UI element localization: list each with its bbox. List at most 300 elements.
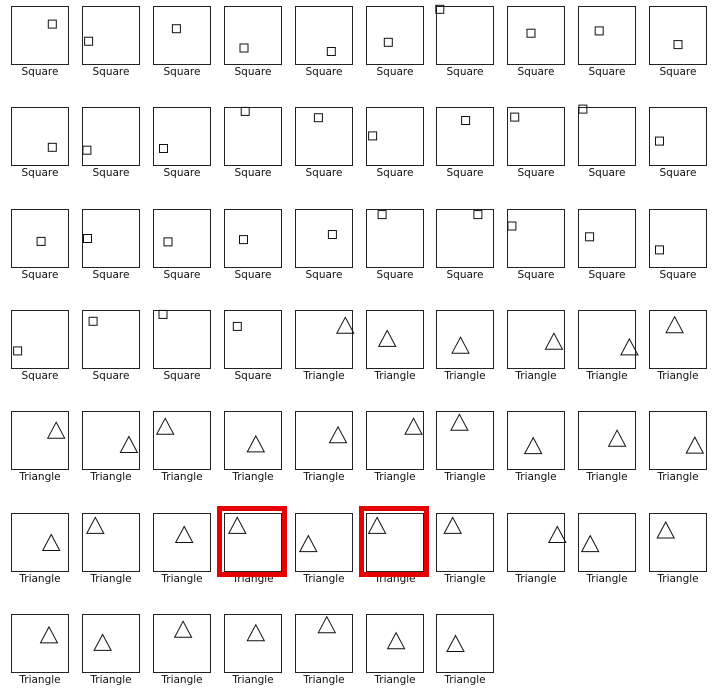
- shape-thumbnail[interactable]: [366, 411, 424, 483]
- shape-thumbnail[interactable]: [82, 310, 140, 382]
- thumbnail-frame: [153, 513, 211, 572]
- thumbnail-frame: [295, 411, 353, 470]
- thumbnail-label: Triangle: [232, 573, 274, 585]
- thumbnail-label: Square: [588, 167, 626, 179]
- square-mark: [84, 235, 92, 243]
- thumbnail-frame: [436, 411, 494, 470]
- thumbnail-frame: [436, 513, 494, 572]
- thumbnail-frame: [366, 513, 424, 572]
- square-mark: [240, 44, 248, 52]
- thumbnail-label: Triangle: [303, 471, 345, 483]
- triangle-mark: [621, 339, 638, 355]
- thumbnail-label: Square: [446, 167, 484, 179]
- square-mark: [159, 310, 167, 318]
- thumbnail-frame: [578, 513, 636, 572]
- thumbnail-frame: [153, 411, 211, 470]
- triangle-figure: [296, 514, 352, 571]
- thumbnail-frame: [295, 513, 353, 572]
- square-mark: [327, 48, 335, 56]
- shape-thumbnail[interactable]: [578, 209, 636, 281]
- shape-thumbnail[interactable]: [224, 614, 282, 686]
- thumbnail-frame: [507, 411, 565, 470]
- triangle-mark: [545, 333, 562, 349]
- thumbnail-frame: [11, 411, 69, 470]
- thumbnail-frame: [578, 107, 636, 166]
- thumbnail-frame: [366, 209, 424, 268]
- thumbnail-label: Triangle: [374, 471, 416, 483]
- shape-thumbnail[interactable]: [436, 6, 494, 78]
- triangle-figure: [437, 311, 493, 368]
- shape-thumbnail[interactable]: [507, 6, 565, 78]
- thumbnail-frame: [649, 513, 707, 572]
- thumbnail-frame: [436, 310, 494, 369]
- shape-thumbnail[interactable]: [11, 513, 69, 585]
- triangle-figure: [225, 615, 281, 672]
- thumbnail-label: Square: [659, 167, 697, 179]
- thumbnail-frame: [366, 614, 424, 673]
- shape-thumbnail[interactable]: [649, 310, 707, 382]
- thumbnail-frame: [578, 209, 636, 268]
- square-figure: [225, 7, 281, 64]
- triangle-mark: [444, 517, 461, 533]
- square-figure: [12, 7, 68, 64]
- thumbnail-frame: [295, 107, 353, 166]
- square-mark: [240, 236, 248, 244]
- thumbnail-frame: [153, 107, 211, 166]
- shape-thumbnail[interactable]: [295, 513, 353, 585]
- thumbnail-frame: [366, 107, 424, 166]
- square-mark: [508, 222, 516, 230]
- thumbnail-frame: [578, 6, 636, 65]
- thumbnail-frame: [82, 513, 140, 572]
- thumbnail-frame: [11, 310, 69, 369]
- triangle-mark: [582, 536, 599, 552]
- thumbnail-frame: [295, 310, 353, 369]
- triangle-figure: [437, 514, 493, 571]
- shape-thumbnail[interactable]: [649, 209, 707, 281]
- thumbnail-label: Square: [92, 167, 130, 179]
- thumbnail-frame: [11, 513, 69, 572]
- triangle-mark: [176, 527, 193, 543]
- square-figure: [579, 7, 635, 64]
- triangle-mark: [447, 636, 464, 652]
- triangle-mark: [247, 625, 264, 641]
- thumbnail-label: Triangle: [19, 573, 61, 585]
- shape-thumbnail[interactable]: [224, 209, 282, 281]
- triangle-figure: [650, 514, 706, 571]
- thumbnail-frame: [649, 310, 707, 369]
- thumbnail-frame: [507, 6, 565, 65]
- shape-thumbnail[interactable]: [11, 209, 69, 281]
- shape-thumbnail[interactable]: [436, 411, 494, 483]
- thumbnail-label: Square: [376, 269, 414, 281]
- thumbnail-frame: [295, 6, 353, 65]
- shape-thumbnail[interactable]: [153, 310, 211, 382]
- square-mark: [172, 25, 180, 33]
- shape-thumbnail[interactable]: [82, 411, 140, 483]
- thumbnail-label: Square: [517, 66, 555, 78]
- square-figure: [437, 108, 493, 165]
- shape-thumbnail[interactable]: [224, 107, 282, 179]
- thumbnail-label: Triangle: [444, 370, 486, 382]
- thumbnail-label: Square: [234, 167, 272, 179]
- thumbnail-label: Square: [21, 370, 59, 382]
- thumbnail-label: Triangle: [586, 471, 628, 483]
- thumbnail-frame: [11, 209, 69, 268]
- square-mark: [48, 20, 56, 28]
- triangle-figure: [437, 615, 493, 672]
- thumbnail-label: Square: [376, 66, 414, 78]
- thumbnail-label: Square: [21, 269, 59, 281]
- thumbnail-label: Square: [517, 269, 555, 281]
- square-figure: [12, 210, 68, 267]
- thumbnail-label: Square: [92, 66, 130, 78]
- shape-thumbnail[interactable]: [11, 411, 69, 483]
- shape-thumbnail[interactable]: [649, 513, 707, 585]
- thumbnail-label: Square: [305, 66, 343, 78]
- thumbnail-label: Square: [163, 370, 201, 382]
- square-figure: [83, 7, 139, 64]
- square-figure: [12, 108, 68, 165]
- thumbnail-label: Triangle: [19, 674, 61, 686]
- shape-thumbnail[interactable]: [295, 107, 353, 179]
- thumbnail-label: Triangle: [161, 573, 203, 585]
- thumbnail-label: Triangle: [19, 471, 61, 483]
- thumbnail-frame: [578, 411, 636, 470]
- thumbnail-label: Square: [234, 370, 272, 382]
- triangle-figure: [508, 311, 564, 368]
- thumbnail-label: Triangle: [161, 674, 203, 686]
- thumbnail-label: Triangle: [90, 471, 132, 483]
- shape-thumbnail[interactable]: [295, 6, 353, 78]
- shape-thumbnail[interactable]: [578, 411, 636, 483]
- shape-thumbnail[interactable]: [366, 6, 424, 78]
- thumbnail-frame: [436, 614, 494, 673]
- triangle-figure: [12, 615, 68, 672]
- square-figure: [83, 311, 139, 368]
- thumbnail-frame: [507, 310, 565, 369]
- triangle-figure: [579, 412, 635, 469]
- triangle-figure: [83, 514, 139, 571]
- square-mark: [595, 27, 603, 35]
- thumbnail-label: Square: [588, 66, 626, 78]
- thumbnail-label: Triangle: [515, 471, 557, 483]
- square-mark: [328, 231, 336, 239]
- square-figure: [225, 311, 281, 368]
- square-mark: [241, 107, 249, 115]
- thumbnail-frame: [366, 6, 424, 65]
- triangle-figure: [154, 615, 210, 672]
- thumbnail-frame: [578, 310, 636, 369]
- thumbnail-label: Square: [21, 66, 59, 78]
- square-figure: [650, 210, 706, 267]
- square-mark: [579, 105, 587, 113]
- triangle-figure: [650, 412, 706, 469]
- thumbnail-label: Square: [163, 167, 201, 179]
- triangle-mark: [330, 427, 347, 443]
- shape-thumbnail[interactable]: [507, 107, 565, 179]
- triangle-mark: [41, 627, 58, 643]
- triangle-mark: [43, 535, 60, 551]
- triangle-mark: [452, 337, 469, 353]
- triangle-figure: [579, 514, 635, 571]
- shape-thumbnail[interactable]: [82, 209, 140, 281]
- triangle-figure: [154, 412, 210, 469]
- shape-thumbnail[interactable]: [366, 614, 424, 686]
- triangle-mark: [369, 517, 386, 533]
- triangle-mark: [300, 536, 317, 552]
- square-figure: [579, 108, 635, 165]
- triangle-mark: [157, 418, 174, 434]
- triangle-mark: [247, 436, 264, 452]
- square-figure: [296, 210, 352, 267]
- thumbnail-label: Square: [163, 269, 201, 281]
- shape-thumbnail[interactable]: [153, 614, 211, 686]
- shape-thumbnail[interactable]: [436, 614, 494, 686]
- square-figure: [83, 210, 139, 267]
- shape-thumbnail[interactable]: [82, 107, 140, 179]
- thumbnail-frame: [82, 107, 140, 166]
- square-mark: [83, 146, 91, 154]
- square-figure: [296, 7, 352, 64]
- triangle-figure: [296, 412, 352, 469]
- shape-thumbnail[interactable]: [507, 411, 565, 483]
- thumbnail-frame: [507, 107, 565, 166]
- thumbnail-frame: [436, 107, 494, 166]
- thumbnail-frame: [224, 310, 282, 369]
- thumbnail-frame: [436, 6, 494, 65]
- thumbnail-label: Square: [234, 269, 272, 281]
- thumbnail-frame: [224, 411, 282, 470]
- shape-thumbnail[interactable]: [295, 209, 353, 281]
- thumbnail-frame: [366, 411, 424, 470]
- shape-thumbnail[interactable]: [436, 310, 494, 382]
- square-mark: [656, 246, 664, 254]
- thumbnail-frame: [436, 209, 494, 268]
- shape-thumbnail[interactable]: [224, 6, 282, 78]
- thumbnail-label: Triangle: [515, 370, 557, 382]
- thumbnail-frame: [11, 6, 69, 65]
- shape-thumbnail[interactable]: [11, 107, 69, 179]
- shape-thumbnail[interactable]: [82, 513, 140, 585]
- thumbnail-frame: [295, 614, 353, 673]
- square-mark: [314, 114, 322, 122]
- triangle-figure: [225, 412, 281, 469]
- triangle-figure: [508, 412, 564, 469]
- thumbnail-frame: [153, 310, 211, 369]
- thumbnail-frame: [649, 411, 707, 470]
- thumbnail-label: Square: [21, 167, 59, 179]
- shape-thumbnail[interactable]: [153, 209, 211, 281]
- thumbnail-frame: [366, 310, 424, 369]
- square-figure: [367, 108, 423, 165]
- shape-thumbnail[interactable]: [507, 513, 565, 585]
- shape-thumbnail[interactable]: [153, 107, 211, 179]
- thumbnail-frame: [649, 107, 707, 166]
- shape-thumbnail[interactable]: [366, 209, 424, 281]
- shape-thumbnail[interactable]: [224, 310, 282, 382]
- square-figure: [154, 108, 210, 165]
- thumbnail-label: Square: [446, 66, 484, 78]
- triangle-figure: [579, 311, 635, 368]
- triangle-mark: [48, 422, 65, 438]
- thumbnail-frame: [649, 209, 707, 268]
- thumbnail-label: Triangle: [232, 674, 274, 686]
- square-mark: [527, 29, 535, 37]
- square-figure: [154, 311, 210, 368]
- shape-thumbnail[interactable]: [153, 513, 211, 585]
- thumbnail-label: Triangle: [374, 573, 416, 585]
- thumbnail-label: Triangle: [586, 573, 628, 585]
- shape-thumbnail[interactable]: [366, 310, 424, 382]
- shape-thumbnail[interactable]: [11, 310, 69, 382]
- square-figure: [437, 7, 493, 64]
- triangle-mark: [451, 414, 468, 430]
- shape-thumbnail[interactable]: [11, 6, 69, 78]
- triangle-figure: [367, 412, 423, 469]
- shape-thumbnail[interactable]: [224, 411, 282, 483]
- triangle-mark: [87, 517, 104, 533]
- triangle-figure: [296, 311, 352, 368]
- thumbnail-label: Square: [92, 370, 130, 382]
- shape-thumbnail[interactable]: [436, 513, 494, 585]
- shape-thumbnail[interactable]: [82, 614, 140, 686]
- triangle-mark: [686, 437, 703, 453]
- square-mark: [89, 317, 97, 325]
- thumbnail-label: Square: [305, 269, 343, 281]
- thumbnail-label: Square: [376, 167, 414, 179]
- square-mark: [160, 145, 168, 153]
- square-figure: [154, 210, 210, 267]
- square-figure: [650, 108, 706, 165]
- square-figure: [650, 7, 706, 64]
- thumbnail-label: Triangle: [657, 370, 699, 382]
- shape-thumbnail[interactable]: [366, 513, 424, 585]
- thumbnail-label: Square: [659, 66, 697, 78]
- square-figure: [12, 311, 68, 368]
- thumbnail-label: Triangle: [90, 573, 132, 585]
- thumbnail-label: Triangle: [90, 674, 132, 686]
- shape-thumbnail[interactable]: [224, 513, 282, 585]
- square-figure: [225, 108, 281, 165]
- square-mark: [586, 233, 594, 241]
- triangle-mark: [229, 517, 246, 533]
- square-figure: [154, 7, 210, 64]
- shape-thumbnail[interactable]: [11, 614, 69, 686]
- thumbnail-label: Triangle: [444, 674, 486, 686]
- triangle-figure: [225, 514, 281, 571]
- triangle-mark: [379, 330, 396, 346]
- square-figure: [367, 7, 423, 64]
- triangle-figure: [650, 311, 706, 368]
- thumbnail-label: Square: [517, 167, 555, 179]
- triangle-mark: [525, 438, 542, 454]
- triangle-figure: [12, 412, 68, 469]
- thumbnail-label: Triangle: [303, 573, 345, 585]
- shape-thumbnail[interactable]: [82, 6, 140, 78]
- triangle-figure: [12, 514, 68, 571]
- thumbnail-label: Triangle: [161, 471, 203, 483]
- thumbnail-label: Triangle: [374, 674, 416, 686]
- shape-thumbnail[interactable]: [507, 209, 565, 281]
- thumbnail-frame: [82, 209, 140, 268]
- shape-thumbnail[interactable]: [295, 411, 353, 483]
- thumbnail-label: Triangle: [303, 370, 345, 382]
- triangle-figure: [367, 615, 423, 672]
- shape-thumbnail[interactable]: [295, 310, 353, 382]
- thumbnail-frame: [224, 614, 282, 673]
- thumbnail-label: Triangle: [444, 471, 486, 483]
- thumbnail-frame: [507, 513, 565, 572]
- square-mark: [48, 143, 56, 151]
- shape-thumbnail[interactable]: [436, 107, 494, 179]
- thumbnail-label: Square: [305, 167, 343, 179]
- square-figure: [367, 210, 423, 267]
- shape-thumbnail[interactable]: [649, 107, 707, 179]
- shape-thumbnail[interactable]: [649, 411, 707, 483]
- square-mark: [85, 37, 93, 45]
- shape-thumbnail[interactable]: [578, 107, 636, 179]
- square-mark: [37, 237, 45, 245]
- thumbnail-label: Triangle: [657, 573, 699, 585]
- shape-thumbnail[interactable]: [295, 614, 353, 686]
- thumbnail-label: Square: [659, 269, 697, 281]
- square-mark: [511, 113, 519, 121]
- thumbnail-label: Triangle: [303, 674, 345, 686]
- square-mark: [436, 5, 444, 13]
- square-mark: [378, 211, 386, 219]
- thumbnail-label: Square: [92, 269, 130, 281]
- square-figure: [579, 210, 635, 267]
- triangle-figure: [296, 615, 352, 672]
- square-mark: [369, 132, 377, 140]
- shape-thumbnail[interactable]: [436, 209, 494, 281]
- thumbnail-frame: [507, 209, 565, 268]
- shape-thumbnail[interactable]: [366, 107, 424, 179]
- triangle-mark: [666, 317, 683, 333]
- thumbnail-frame: [153, 6, 211, 65]
- triangle-figure: [508, 514, 564, 571]
- shape-thumbnail[interactable]: [578, 6, 636, 78]
- thumbnail-frame: [224, 107, 282, 166]
- shape-thumbnail[interactable]: [153, 6, 211, 78]
- shape-thumbnail[interactable]: [578, 513, 636, 585]
- thumbnail-label: Square: [234, 66, 272, 78]
- square-figure: [83, 108, 139, 165]
- thumbnail-frame: [82, 6, 140, 65]
- thumbnail-label: Triangle: [657, 471, 699, 483]
- square-mark: [14, 347, 22, 355]
- shape-thumbnail[interactable]: [153, 411, 211, 483]
- thumbnail-label: Square: [446, 269, 484, 281]
- triangle-mark: [405, 418, 422, 434]
- square-mark: [474, 211, 482, 219]
- thumbnail-label: Triangle: [515, 573, 557, 585]
- thumbnail-frame: [224, 6, 282, 65]
- triangle-figure: [437, 412, 493, 469]
- thumbnail-label: Triangle: [444, 573, 486, 585]
- triangle-mark: [318, 617, 335, 633]
- square-mark: [462, 117, 470, 125]
- shape-thumbnail[interactable]: [578, 310, 636, 382]
- thumbnail-label: Triangle: [374, 370, 416, 382]
- thumbnail-frame: [82, 310, 140, 369]
- shape-thumbnail[interactable]: [507, 310, 565, 382]
- triangle-mark: [337, 317, 354, 333]
- shape-thumbnail[interactable]: [649, 6, 707, 78]
- triangle-figure: [83, 412, 139, 469]
- triangle-mark: [120, 437, 137, 453]
